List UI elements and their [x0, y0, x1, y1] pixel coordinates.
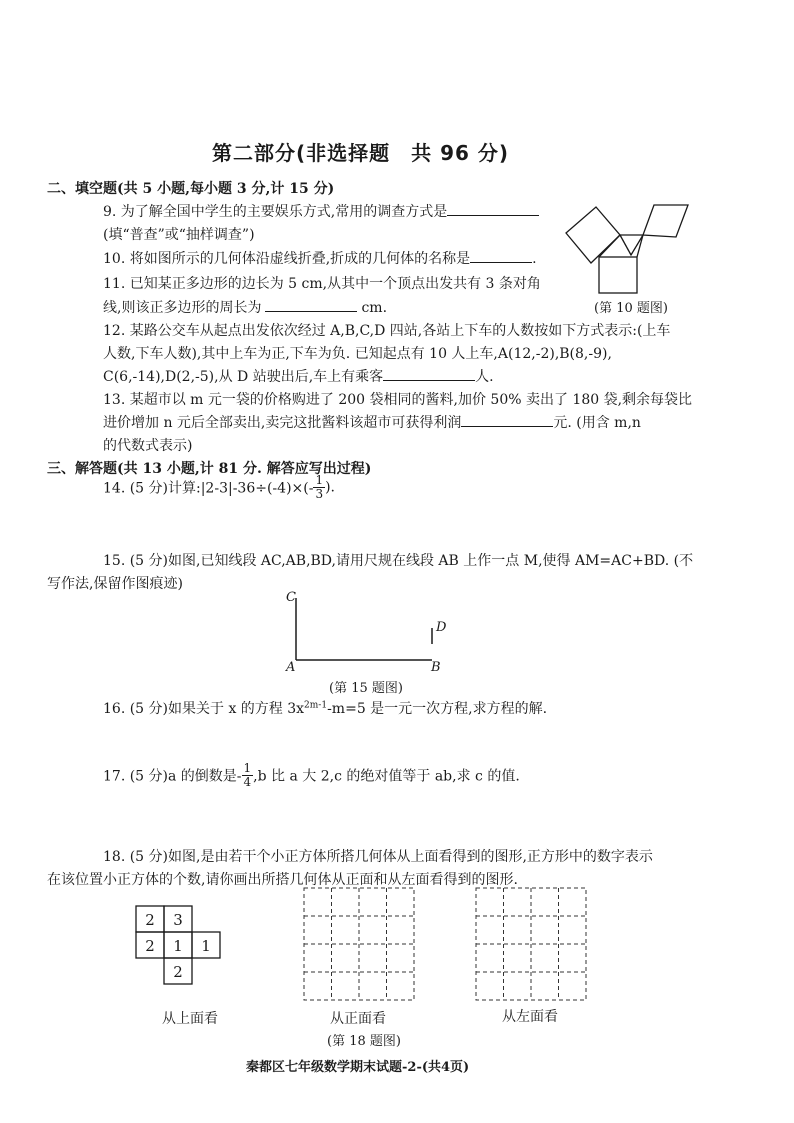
q12-line2: 人数,下车人数),其中上车为正,下车为负. 已知起点有 10 人上车,A(12,-2),B(8,-9), — [103, 346, 612, 362]
q14-line — [103, 474, 335, 501]
q9-line2: (填“普查”或“抽样调查”) — [103, 227, 255, 243]
label-front-view: 从正面看 — [330, 1011, 386, 1027]
q10-right-square — [643, 205, 688, 237]
q16-text-b: -m=5 是一元一次方程,求方程的解. — [327, 701, 548, 717]
q10-text: 10. 将如图所示的几何体沿虚线折叠,折成的几何体的名称是 — [103, 251, 471, 267]
q17-text: 17. (5 分)a 的倒数是- — [103, 768, 242, 785]
q15-segment-figure — [280, 588, 450, 678]
top-num: 1 — [173, 937, 183, 955]
q9-text: 9. 为了解全国中学生的主要娱乐方式,常用的调查方式是 — [103, 204, 448, 220]
q12-line1: 12. 某路公交车从起点出发依次经过 A,B,C,D 四站,各站上下车的人数按如下方式表示:(上车 — [103, 323, 671, 339]
q10-bottom-square — [599, 257, 637, 293]
q17-line — [103, 762, 520, 789]
q15-line1: 15. (5 分)如图,已知线段 AC,AB,BD,请用尺规在线段 AB 上作一点 M,使得 AM=AC+BD. (不 — [103, 553, 694, 569]
top-num: 2 — [145, 937, 155, 955]
section2-heading: 二、填空题(共 5 小题,每小题 3 分,计 15 分) — [47, 181, 335, 197]
q9-line1 — [103, 201, 539, 221]
q11-line1: 11. 已知某正多边形的边长为 5 cm,从其中一个顶点出发共有 3 条对角 — [103, 276, 541, 292]
label-d: D — [436, 620, 447, 635]
q10-caption: (第 10 题图) — [594, 301, 668, 316]
q12-text: C(6,-14),D(2,-5),从 D 站驶出后,车上有乘客 — [103, 369, 384, 385]
q15-line2: 写作法,保留作图痕迹) — [47, 576, 183, 592]
q13-line3: 的代数式表示) — [103, 438, 193, 454]
q17-fraction — [242, 762, 254, 789]
label-a: A — [286, 660, 296, 675]
q18-caption: (第 18 题图) — [327, 1034, 401, 1049]
q11-line2 — [103, 297, 387, 317]
q14-fraction — [313, 474, 325, 501]
q12-unit: 人. — [475, 369, 494, 385]
q17-frac-num: 1 — [243, 761, 252, 775]
q13-line2 — [103, 412, 641, 432]
q13-line1: 13. 某超市以 m 元一袋的价格购进了 200 袋相同的酱料,加价 50% 卖出了 180 袋,剩余每袋比 — [103, 392, 693, 408]
q10-period: . — [532, 251, 537, 267]
page-footer: 秦都区七年级数学期末试题-2-(共4页) — [246, 1060, 470, 1075]
q14-frac-den: 3 — [315, 487, 324, 501]
label-top-view: 从上面看 — [162, 1011, 218, 1027]
q9-answer-blank[interactable] — [447, 201, 539, 216]
q16-exponent: 2m-1 — [304, 700, 328, 711]
q13-text-c: 元. (用含 m,n — [553, 415, 641, 431]
page-title: 第二部分(非选择题 共 96 分) — [212, 141, 510, 165]
q12-answer-blank[interactable] — [383, 366, 475, 381]
label-left-view: 从左面看 — [502, 1009, 558, 1025]
q14-text: 14. (5 分)计算:|2-3|-36÷(-4)×(- — [103, 480, 314, 497]
q18-line2: 在该位置小正方体的个数,请你画出所搭几何体从正面和从左面看得到的图形. — [47, 872, 518, 888]
top-num: 1 — [201, 937, 211, 955]
label-c: C — [286, 590, 296, 605]
top-num: 2 — [145, 911, 155, 929]
q11-text: 线,则该正多边形的周长为 — [103, 300, 262, 316]
q12-line3 — [103, 366, 494, 386]
q13-answer-blank[interactable] — [461, 412, 553, 427]
q16-line — [103, 698, 547, 718]
q17-text-b: ,b 比 a 大 2,c 的绝对值等于 ab,求 c 的值. — [253, 768, 520, 785]
q18-top-view — [134, 904, 230, 988]
q10-left-square — [566, 207, 620, 263]
q11-unit: cm. — [361, 300, 388, 316]
q17-frac-den: 4 — [243, 775, 252, 789]
q10-answer-blank[interactable] — [470, 248, 532, 263]
q10-net-figure — [558, 195, 694, 299]
q11-answer-blank[interactable] — [265, 297, 357, 312]
top-num: 3 — [173, 911, 183, 929]
q15-caption: (第 15 题图) — [329, 681, 403, 696]
label-b: B — [431, 660, 441, 675]
top-num: 2 — [173, 963, 183, 981]
q16-text: 16. (5 分)如果关于 x 的方程 3x — [103, 701, 305, 717]
q18-left-view-grid[interactable] — [474, 886, 588, 1002]
q14-text-b: ). — [325, 479, 336, 496]
section3-heading: 三、解答题(共 13 小题,计 81 分. 解答应写出过程) — [47, 461, 372, 477]
q18-front-view-grid[interactable] — [302, 886, 416, 1002]
q14-frac-num: 1 — [315, 473, 324, 487]
q10-line1 — [103, 248, 537, 268]
q18-line1: 18. (5 分)如图,是由若干个小正方体所搭几何体从上面看得到的图形,正方形中的数字表示 — [103, 849, 653, 865]
q13-text: 进价增加 n 元后全部卖出,卖完这批酱料该超市可获得利润 — [103, 415, 462, 431]
